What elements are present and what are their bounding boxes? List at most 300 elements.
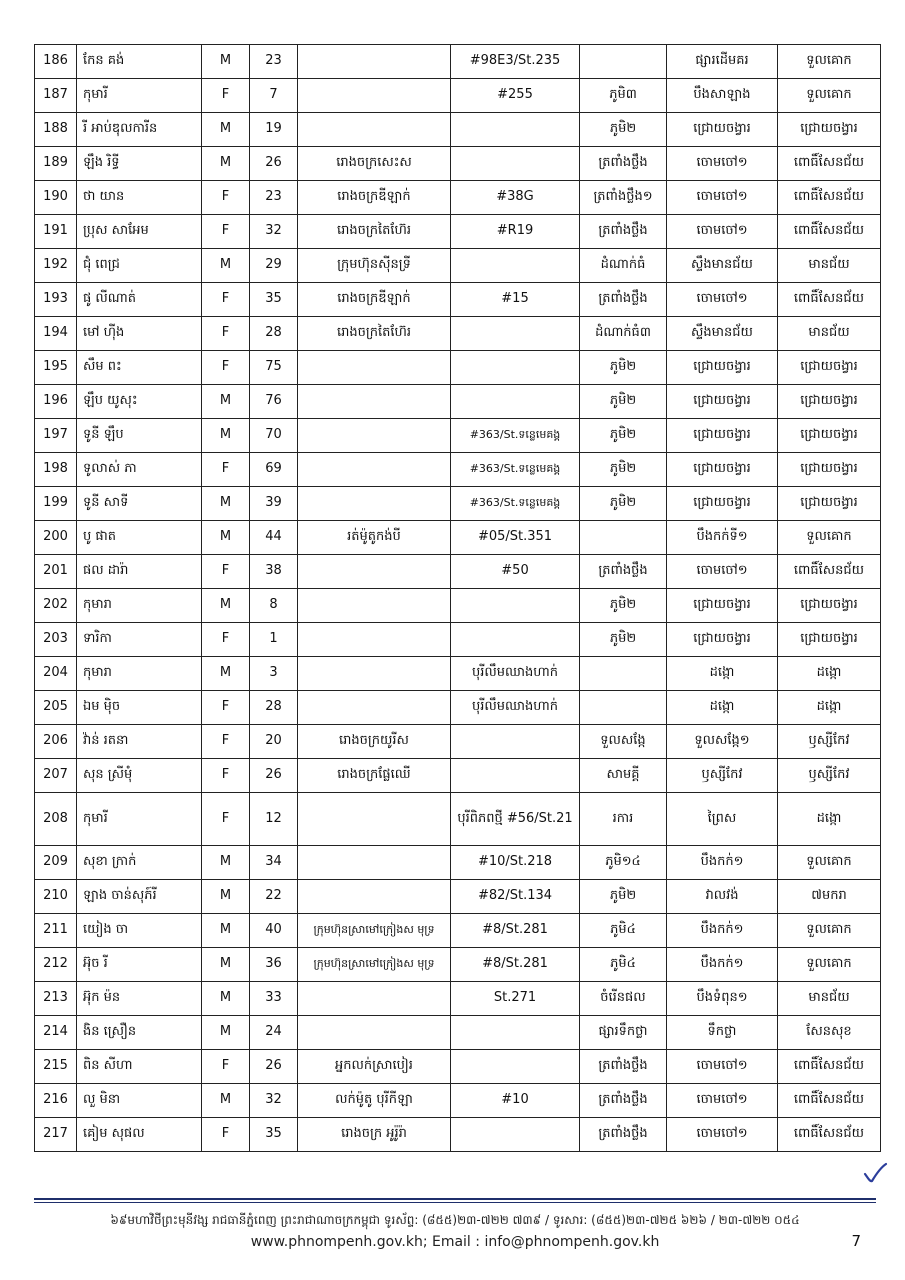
cell-district: ទួលគោក <box>778 846 881 880</box>
cell-no: 216 <box>35 1084 77 1118</box>
cell-age: 26 <box>250 759 298 793</box>
cell-workplace: រោងចក្រតៃហ៊ែរ <box>298 215 451 249</box>
cell-sex: M <box>202 948 250 982</box>
cell-commune: ទួលសង្កែ១ <box>667 725 778 759</box>
cell-workplace <box>298 793 451 846</box>
cell-name: ឡឹប យូសុះ <box>77 385 202 419</box>
table-row <box>35 725 881 759</box>
cell-street <box>451 147 580 181</box>
cell-village: ចំរើនផល <box>580 982 667 1016</box>
cell-sex: F <box>202 1118 250 1152</box>
cell-street: #98E3/St.235 <box>451 45 580 79</box>
cell-commune: ស្ទឹងមានជ័យ <box>667 317 778 351</box>
cell-sex: F <box>202 283 250 317</box>
cell-sex: M <box>202 385 250 419</box>
cell-village: ភូមិ៣ <box>580 79 667 113</box>
cell-no: 205 <box>35 691 77 725</box>
cell-workplace: រោងចក្រឌីឡាក់ <box>298 181 451 215</box>
table-row <box>35 453 881 487</box>
cell-age: 12 <box>250 793 298 846</box>
table-row <box>35 759 881 793</box>
cell-no: 195 <box>35 351 77 385</box>
cell-age: 70 <box>250 419 298 453</box>
cell-workplace <box>298 113 451 147</box>
cell-village: ភូមិ២ <box>580 419 667 453</box>
cell-name: ងិន ស្រឿន <box>77 1016 202 1050</box>
table-row <box>35 982 881 1016</box>
cell-district: ឫស្សីកែវ <box>778 759 881 793</box>
cell-sex: M <box>202 113 250 147</box>
cell-workplace <box>298 846 451 880</box>
cell-district: ជ្រោយចង្វារ <box>778 589 881 623</box>
table-row <box>35 1118 881 1152</box>
cell-sex: F <box>202 215 250 249</box>
cell-village: ត្រពាំងថ្លឹង <box>580 1050 667 1084</box>
cell-sex: M <box>202 45 250 79</box>
cell-name: ទារិកា <box>77 623 202 657</box>
table-row <box>35 487 881 521</box>
cell-no: 203 <box>35 623 77 657</box>
cell-sex: M <box>202 880 250 914</box>
cell-name: ទូនី សាទី <box>77 487 202 521</box>
cell-workplace <box>298 555 451 589</box>
cell-district: ដង្កោ <box>778 657 881 691</box>
cell-commune: ជ្រោយចង្វារ <box>667 487 778 521</box>
cell-workplace: លក់ម៉ូតូ បុរីកីឡា <box>298 1084 451 1118</box>
cell-commune: ព្រៃស <box>667 793 778 846</box>
table-row <box>35 45 881 79</box>
cell-commune: បឹងទំពុន១ <box>667 982 778 1016</box>
cell-district: ទួលគោក <box>778 914 881 948</box>
cell-name: គៀម សុផល <box>77 1118 202 1152</box>
cell-street: #82/St.134 <box>451 880 580 914</box>
cell-name: ឡាង ចាន់សុភ៍រី <box>77 880 202 914</box>
cell-workplace: រោងចក្រយូរីស <box>298 725 451 759</box>
cell-age: 22 <box>250 880 298 914</box>
cell-age: 26 <box>250 1050 298 1084</box>
cell-village: ភូមិ១៤ <box>580 846 667 880</box>
cell-street: #15 <box>451 283 580 317</box>
cell-sex: M <box>202 147 250 181</box>
cell-age: 28 <box>250 691 298 725</box>
cell-sex: M <box>202 419 250 453</box>
cell-commune: ជ្រោយចង្វារ <box>667 113 778 147</box>
cell-district: ឫស្សីកែវ <box>778 725 881 759</box>
table-row <box>35 793 881 846</box>
cell-workplace: ក្រុមហ៊ុនស្រាមៅក្រៀងស មុទ្រ <box>298 948 451 982</box>
cell-street: #8/St.281 <box>451 914 580 948</box>
cell-no: 207 <box>35 759 77 793</box>
cell-age: 35 <box>250 1118 298 1152</box>
cell-district: ពោធិ៍សែនជ័យ <box>778 147 881 181</box>
cell-no: 212 <box>35 948 77 982</box>
cell-commune: ចោមចៅ១ <box>667 1050 778 1084</box>
cell-commune: ចោមចៅ១ <box>667 555 778 589</box>
cell-sex: F <box>202 317 250 351</box>
cell-district: មានជ័យ <box>778 249 881 283</box>
cell-commune: ស្ទឹងមានជ័យ <box>667 249 778 283</box>
cell-commune: ជ្រោយចង្វារ <box>667 589 778 623</box>
table-row <box>35 385 881 419</box>
cell-street <box>451 317 580 351</box>
cell-street: #10 <box>451 1084 580 1118</box>
cell-village: ត្រពាំងថ្លឹង <box>580 1118 667 1152</box>
cell-sex: M <box>202 521 250 555</box>
cell-name: បូ ផាត <box>77 521 202 555</box>
footer-divider <box>34 1198 876 1200</box>
cell-street <box>451 759 580 793</box>
cell-street <box>451 589 580 623</box>
cell-no: 215 <box>35 1050 77 1084</box>
cell-district: ជ្រោយចង្វារ <box>778 487 881 521</box>
cell-age: 44 <box>250 521 298 555</box>
cell-no: 211 <box>35 914 77 948</box>
cell-age: 7 <box>250 79 298 113</box>
cell-workplace: ក្រុមហ៊ុនស៊ីនទ្រី <box>298 249 451 283</box>
cell-workplace: រោងចក្រផ្លែឈើ <box>298 759 451 793</box>
cell-no: 202 <box>35 589 77 623</box>
cell-workplace: រោងចក្រ អូរ៉ូរ៉ា <box>298 1118 451 1152</box>
cell-name: កុមារា <box>77 657 202 691</box>
cell-age: 20 <box>250 725 298 759</box>
page-number: 7 <box>851 1232 861 1250</box>
table-row <box>35 1050 881 1084</box>
cell-street: #05/St.351 <box>451 521 580 555</box>
cell-sex: M <box>202 589 250 623</box>
cell-workplace: រោងចក្រតៃហ៊ែរ <box>298 317 451 351</box>
cell-workplace <box>298 351 451 385</box>
cell-name: រី អាប់ឌុលការីន <box>77 113 202 147</box>
cell-no: 198 <box>35 453 77 487</box>
cell-commune: ចោមចៅ១ <box>667 181 778 215</box>
cell-workplace <box>298 982 451 1016</box>
cell-age: 75 <box>250 351 298 385</box>
table-row <box>35 555 881 589</box>
cell-age: 26 <box>250 147 298 181</box>
cell-workplace: រត់ម៉ូតូកង់បី <box>298 521 451 555</box>
cell-village: ភូមិ២ <box>580 487 667 521</box>
cell-age: 40 <box>250 914 298 948</box>
cell-sex: F <box>202 79 250 113</box>
cell-commune: បឹងកក់ទី១ <box>667 521 778 555</box>
cell-commune: ជ្រោយចង្វារ <box>667 419 778 453</box>
cell-district: ពោធិ៍សែនជ័យ <box>778 1118 881 1152</box>
cell-sex: F <box>202 793 250 846</box>
cell-street: #38G <box>451 181 580 215</box>
cell-commune: បឹងកក់១ <box>667 846 778 880</box>
cell-street <box>451 1050 580 1084</box>
cell-street: #10/St.218 <box>451 846 580 880</box>
cell-sex: M <box>202 982 250 1016</box>
cell-village: ត្រពាំងថ្លឹង១ <box>580 181 667 215</box>
cell-age: 23 <box>250 45 298 79</box>
cell-name: ទូនី ឡឹប <box>77 419 202 453</box>
cell-district: ជ្រោយចង្វារ <box>778 419 881 453</box>
cell-no: 197 <box>35 419 77 453</box>
cell-district: ដង្កោ <box>778 793 881 846</box>
cell-no: 208 <box>35 793 77 846</box>
cell-village: ត្រពាំងថ្លឹង <box>580 215 667 249</box>
cell-street: #363/St.ទន្លេមេគង្គ <box>451 419 580 453</box>
cell-village: ភូមិ២ <box>580 453 667 487</box>
cell-street: បុរីលឹមឈាងហាក់ <box>451 657 580 691</box>
cell-street: #363/St.ទន្លេមេគង្គ <box>451 487 580 521</box>
cell-village <box>580 521 667 555</box>
table-row <box>35 657 881 691</box>
case-list-table <box>34 44 881 1152</box>
cell-street: #8/St.281 <box>451 948 580 982</box>
cell-sex: F <box>202 1050 250 1084</box>
cell-age: 3 <box>250 657 298 691</box>
cell-workplace <box>298 79 451 113</box>
cell-sex: F <box>202 725 250 759</box>
cell-no: 191 <box>35 215 77 249</box>
cell-village <box>580 657 667 691</box>
cell-sex: F <box>202 691 250 725</box>
cell-no: 214 <box>35 1016 77 1050</box>
cell-district: ដង្កោ <box>778 691 881 725</box>
cell-name: សឹម ពះ <box>77 351 202 385</box>
cell-workplace <box>298 589 451 623</box>
cell-commune: ចោមចៅ១ <box>667 283 778 317</box>
cell-commune: ជ្រោយចង្វារ <box>667 623 778 657</box>
cell-village <box>580 45 667 79</box>
cell-name: កុមារា <box>77 589 202 623</box>
cell-village: ភូមិ៤ <box>580 948 667 982</box>
cell-district: ទួលគោក <box>778 45 881 79</box>
cell-village: ភូមិ២ <box>580 623 667 657</box>
cell-no: 194 <box>35 317 77 351</box>
cell-village: ផ្សារទឹកថ្លា <box>580 1016 667 1050</box>
cell-village: ភូមិ២ <box>580 589 667 623</box>
cell-district: ជ្រោយចង្វារ <box>778 453 881 487</box>
cell-age: 29 <box>250 249 298 283</box>
cell-no: 186 <box>35 45 77 79</box>
table-row <box>35 249 881 283</box>
table-row <box>35 948 881 982</box>
cell-no: 201 <box>35 555 77 589</box>
cell-village: ភូមិ២ <box>580 113 667 147</box>
cell-age: 28 <box>250 317 298 351</box>
cell-district: ជ្រោយចង្វារ <box>778 351 881 385</box>
cell-street: #255 <box>451 79 580 113</box>
cell-commune: ទឹកថ្លា <box>667 1016 778 1050</box>
cell-age: 19 <box>250 113 298 147</box>
cell-district: ទួលគោក <box>778 948 881 982</box>
cell-street <box>451 1016 580 1050</box>
table-row <box>35 914 881 948</box>
cell-sex: M <box>202 914 250 948</box>
cell-age: 36 <box>250 948 298 982</box>
cell-name: សុខា ក្រាក់ <box>77 846 202 880</box>
cell-age: 32 <box>250 215 298 249</box>
cell-name: ផូ លីណាត់ <box>77 283 202 317</box>
table-row <box>35 589 881 623</box>
cell-no: 189 <box>35 147 77 181</box>
cell-name: ឯម ម៉ិច <box>77 691 202 725</box>
cell-street <box>451 623 580 657</box>
cell-workplace <box>298 453 451 487</box>
cell-village: ភូមិ២ <box>580 351 667 385</box>
cell-street: #363/St.ទន្លេមេគង្គ <box>451 453 580 487</box>
cell-sex: F <box>202 453 250 487</box>
cell-district: មានជ័យ <box>778 982 881 1016</box>
cell-workplace: រោងចក្រឌីឡាក់ <box>298 283 451 317</box>
cell-village: ត្រពាំងថ្លឹង <box>580 1084 667 1118</box>
cell-district: ជ្រោយចង្វារ <box>778 623 881 657</box>
table-row <box>35 283 881 317</box>
cell-name: ជុំ ពេជ្រ <box>77 249 202 283</box>
cell-street: បុរីលឹមឈាងហាក់ <box>451 691 580 725</box>
table-row <box>35 113 881 147</box>
cell-name: មៅ ហ៊ីង <box>77 317 202 351</box>
cell-district: មានជ័យ <box>778 317 881 351</box>
cell-name: លួ មិនា <box>77 1084 202 1118</box>
cell-village: ភូមិ២ <box>580 880 667 914</box>
table-row <box>35 521 881 555</box>
cell-sex: M <box>202 1084 250 1118</box>
cell-no: 213 <box>35 982 77 1016</box>
cell-commune: ចោមចៅ១ <box>667 215 778 249</box>
table-row <box>35 215 881 249</box>
cell-district: ពោធិ៍សែនជ័យ <box>778 181 881 215</box>
cell-commune: ឫស្សីកែវ <box>667 759 778 793</box>
cell-commune: ចោមចៅ១ <box>667 147 778 181</box>
cell-commune: ជ្រោយចង្វារ <box>667 453 778 487</box>
footer-website: www.phnompenh.gov.kh; Email : info@phnompenh.gov.kh <box>250 1234 660 1250</box>
cell-sex: F <box>202 759 250 793</box>
cell-district: ពោធិ៍សែនជ័យ <box>778 555 881 589</box>
cell-village <box>580 691 667 725</box>
cell-name: អ៊ុក ម៉ន <box>77 982 202 1016</box>
checkmark-icon <box>862 1160 888 1186</box>
cell-village: ត្រពាំងថ្លឹង <box>580 283 667 317</box>
cell-age: 76 <box>250 385 298 419</box>
cell-age: 38 <box>250 555 298 589</box>
cell-street <box>451 725 580 759</box>
table-row <box>35 1084 881 1118</box>
cell-commune: ចោមចៅ១ <box>667 1084 778 1118</box>
cell-age: 8 <box>250 589 298 623</box>
cell-no: 193 <box>35 283 77 317</box>
table-row <box>35 1016 881 1050</box>
cell-name: ពិន សីហា <box>77 1050 202 1084</box>
cell-no: 206 <box>35 725 77 759</box>
cell-name: កុមារី <box>77 793 202 846</box>
cell-district: ពោធិ៍សែនជ័យ <box>778 1050 881 1084</box>
cell-name: វ៉ាន់ រតនា <box>77 725 202 759</box>
cell-street <box>451 385 580 419</box>
cell-village: ដំណាក់ធំ៣ <box>580 317 667 351</box>
cell-no: 187 <box>35 79 77 113</box>
cell-sex: M <box>202 249 250 283</box>
cell-sex: F <box>202 351 250 385</box>
cell-no: 204 <box>35 657 77 691</box>
cell-district: ពោធិ៍សែនជ័យ <box>778 215 881 249</box>
cell-commune: ដង្កោ <box>667 657 778 691</box>
cell-village: ដំណាក់ធំ <box>580 249 667 283</box>
cell-no: 190 <box>35 181 77 215</box>
cell-age: 24 <box>250 1016 298 1050</box>
cell-workplace <box>298 45 451 79</box>
cell-village: សាមគ្គី <box>580 759 667 793</box>
table-row <box>35 419 881 453</box>
cell-commune: បឹងកក់១ <box>667 948 778 982</box>
cell-age: 33 <box>250 982 298 1016</box>
cell-workplace <box>298 691 451 725</box>
cell-village: ភូមិ២ <box>580 385 667 419</box>
cell-no: 192 <box>35 249 77 283</box>
cell-no: 188 <box>35 113 77 147</box>
cell-sex: M <box>202 846 250 880</box>
cell-village: រការ <box>580 793 667 846</box>
cell-village: ត្រពាំងថ្លឹង <box>580 555 667 589</box>
cell-no: 200 <box>35 521 77 555</box>
cell-name: សុន ស្រីមុំ <box>77 759 202 793</box>
cell-commune: ដង្កោ <box>667 691 778 725</box>
cell-district: ទួលគោក <box>778 79 881 113</box>
cell-sex: M <box>202 657 250 691</box>
cell-workplace: អ្នកលក់ស្រាបៀរ <box>298 1050 451 1084</box>
cell-name: យៀង ចា <box>77 914 202 948</box>
table-row <box>35 880 881 914</box>
cell-age: 32 <box>250 1084 298 1118</box>
table-row <box>35 317 881 351</box>
cell-district: ពោធិ៍សែនជ័យ <box>778 1084 881 1118</box>
table-row <box>35 691 881 725</box>
cell-sex: F <box>202 623 250 657</box>
cell-workplace <box>298 657 451 691</box>
cell-name: អ៊ុច រី <box>77 948 202 982</box>
table-row <box>35 79 881 113</box>
cell-street <box>451 1118 580 1152</box>
cell-commune: ជ្រោយចង្វារ <box>667 351 778 385</box>
cell-workplace <box>298 487 451 521</box>
cell-village: ត្រពាំងថ្លឹង <box>580 147 667 181</box>
cell-name: ប្រុស សាអែម <box>77 215 202 249</box>
cell-name: ទូលាស់ ភា <box>77 453 202 487</box>
cell-commune: ជ្រោយចង្វារ <box>667 385 778 419</box>
cell-no: 210 <box>35 880 77 914</box>
footer-divider-thin <box>34 1202 876 1203</box>
cell-district: ពោធិ៍សែនជ័យ <box>778 283 881 317</box>
footer-address: ៦៩មហាវិថីព្រះមុនីវង្ស រាជធានីភ្នំពេញ ព្រះរាជាណាចក្រកម្ពុជា ទូរស័ព្ទ: (៨៥៥)២៣-៧២២ ៧៣៩ / ទូរសារ: (៨៥៥)២៣-៧២៥ ៦២៦ / ២៣-៧២២ ០៥៤ <box>110 1213 800 1227</box>
cell-workplace <box>298 880 451 914</box>
cell-name: ថា យាន <box>77 181 202 215</box>
cell-workplace <box>298 419 451 453</box>
table-row <box>35 181 881 215</box>
cell-street <box>451 351 580 385</box>
cell-age: 69 <box>250 453 298 487</box>
cell-street <box>451 113 580 147</box>
cell-age: 34 <box>250 846 298 880</box>
cell-street: #50 <box>451 555 580 589</box>
cell-no: 209 <box>35 846 77 880</box>
cell-sex: M <box>202 1016 250 1050</box>
cell-district: ជ្រោយចង្វារ <box>778 385 881 419</box>
cell-street: St.271 <box>451 982 580 1016</box>
cell-sex: F <box>202 181 250 215</box>
cell-commune: ផ្សារដើមគរ <box>667 45 778 79</box>
cell-no: 199 <box>35 487 77 521</box>
cell-commune: បឹងសាឡាង <box>667 79 778 113</box>
table-row <box>35 846 881 880</box>
cell-village: ទួលសង្កែ <box>580 725 667 759</box>
cell-age: 39 <box>250 487 298 521</box>
cell-commune: ចោមចៅ១ <box>667 1118 778 1152</box>
cell-workplace <box>298 385 451 419</box>
cell-no: 196 <box>35 385 77 419</box>
